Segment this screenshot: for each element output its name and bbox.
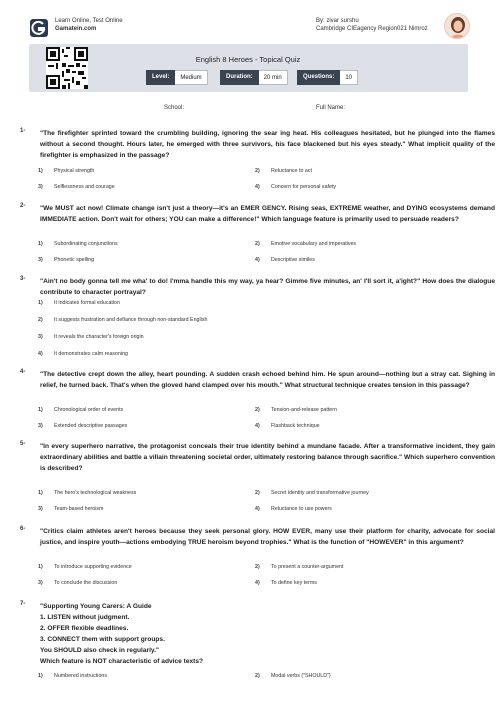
option-3-4[interactable]: 4) It demonstrates calm reasoning <box>38 351 128 357</box>
author-name: By: zivar surshu <box>316 18 359 24</box>
school-field: School: <box>164 105 185 111</box>
option-text: It demonstrates calm reasoning <box>54 351 128 357</box>
question-number: 7- <box>20 601 26 607</box>
option-text: Extended descriptive passages <box>54 423 128 429</box>
question-stem: "Critics claim athletes aren't heroes because they seek personal glory. HOW EVER, many use their platform for charity, advocate for social justice, and inspire youth—actions embodying TRUE heroism beyond trophies." What is the function of "HOWEVER" in this argument? <box>40 528 495 546</box>
author-block <box>316 17 428 33</box>
brand-block <box>55 17 123 33</box>
qr-code-icon <box>46 47 88 89</box>
option-text: To present a counter-argument <box>271 564 344 570</box>
option-text: Numbered instructions <box>54 673 107 679</box>
option-5-3[interactable]: 3) Team-based heroism <box>38 506 104 512</box>
option-text: Tension-and-release pattern <box>271 407 337 413</box>
option-text: Subordinating conjunctions <box>54 241 118 247</box>
question-stem: "Ain't no body gonna tell me wha' to do! I'mma handle this my way, ya hear? Gimme five minutes, an' I'll sort it, a'ight?" How does the dialogue contribute to character portrayal? <box>40 278 495 296</box>
option-text: Phonetic spelling <box>54 257 95 263</box>
option-6-2[interactable]: 2) To present a counter-argument <box>255 564 344 570</box>
option-text: Modal verbs ("SHOULD") <box>271 673 331 679</box>
option-4-4[interactable]: 4) Flashback technique <box>255 423 320 429</box>
option-6-4[interactable]: 4) To define key terms <box>255 580 317 586</box>
level-value: Medium <box>175 70 207 85</box>
option-text: Reluctance to act <box>271 168 312 174</box>
option-text: To conclude the discussion <box>54 580 118 586</box>
option-text: Chronological order of events <box>54 407 124 413</box>
option-5-4[interactable]: 4) Reluctance to use powers <box>255 506 332 512</box>
option-2-3[interactable]: 3) Phonetic spelling <box>38 257 95 263</box>
option-1-2[interactable]: 2) Reluctance to act <box>255 168 312 174</box>
question-number: 4- <box>20 369 26 375</box>
full-name-field: Full Name: <box>316 105 346 111</box>
question-number: 5- <box>20 441 26 447</box>
option-7-1[interactable]: 1) Numbered instructions <box>38 673 107 679</box>
option-2-1[interactable]: 1) Subordinating conjunctions <box>38 241 118 247</box>
question-number: 1- <box>20 128 26 134</box>
option-2-2[interactable]: 2) Emotive vocabulary and imperatives <box>255 241 357 247</box>
author-affiliation: Cambridge CIEagency Region021 Nimroz <box>316 26 428 32</box>
option-6-1[interactable]: 1) To introduce supporting evidence <box>38 564 132 570</box>
avatar-portrait-icon <box>445 14 470 39</box>
option-text: Secret identity and transformative journey <box>271 490 369 496</box>
brand-tagline: Learn Online, Test Online <box>55 18 123 24</box>
questions-label: Questions: <box>297 70 340 85</box>
option-6-3[interactable]: 3) To conclude the discussion <box>38 580 118 586</box>
avatar <box>444 13 470 39</box>
option-3-2[interactable]: 2) It suggests frustration and defiance through non-standard English <box>38 317 208 323</box>
option-5-2[interactable]: 2) Secret identity and transformative journey <box>255 490 369 496</box>
questions-value: 10 <box>340 70 358 85</box>
option-5-1[interactable]: 1) The hero's technological weakness <box>38 490 137 496</box>
option-1-4[interactable]: 4) Concern for personal safety <box>255 184 337 190</box>
option-3-1[interactable]: 1) It indicates formal education <box>38 300 120 306</box>
question-number: 3- <box>20 276 26 282</box>
option-text: It reveals the character's foreign origin <box>54 334 144 340</box>
question-number: 6- <box>20 526 26 532</box>
option-2-4[interactable]: 4) Descriptive similes <box>255 257 315 263</box>
option-7-2[interactable]: 2) Modal verbs ("SHOULD") <box>255 673 331 679</box>
option-text: Team-based heroism <box>54 506 104 512</box>
option-text: Selflessness and courage <box>54 184 115 190</box>
option-text: The hero's technological weakness <box>54 490 137 496</box>
duration-badge <box>220 70 288 85</box>
option-4-2[interactable]: 2) Tension-and-release pattern <box>255 407 337 413</box>
option-text: Emotive vocabulary and imperatives <box>271 241 357 247</box>
top-bar <box>0 0 496 40</box>
option-4-1[interactable]: 1) Chronological order of events <box>38 407 124 413</box>
quiz-title: English 8 Heroes - Topical Quiz <box>195 55 301 64</box>
duration-value: 20 min <box>259 70 288 85</box>
option-text: Flashback technique <box>271 423 320 429</box>
gamatein-logo-icon <box>30 19 48 37</box>
option-text: Concern for personal safety <box>271 184 337 190</box>
duration-label: Duration: <box>220 70 259 85</box>
option-text: Descriptive similes <box>271 257 315 263</box>
option-text: Reluctance to use powers <box>271 506 332 512</box>
option-text: To define key terms <box>271 580 317 586</box>
option-3-3[interactable]: 3) It reveals the character's foreign origin <box>38 334 144 340</box>
question-number: 2- <box>20 203 26 209</box>
option-text: It indicates formal education <box>54 300 120 306</box>
option-1-3[interactable]: 3) Selflessness and courage <box>38 184 115 190</box>
question-stem: "Supporting Young Carers: A Guide 1. LISTEN without judgment. 2. OFFER flexible deadlines. 3. CONNECT them with support groups. You SHOULD also check in regularly." Which feature is NOT characteristic of advice texts? <box>40 603 204 665</box>
question-stem: "The firefighter sprinted toward the crumbling building, ignoring the sear ing heat. His colleagues hesitated, but he plunged into the flames without a second thought. Hours later, he emerged with three survivors, his face blackened but his eyes steady." What implicit quality of the firefighter is emphasized in the passage? <box>40 130 495 159</box>
question-stem: "In every superhero narrative, the protagonist conceals their true identity behind a mundane facade. After a transformative incident, they gain extraordinary abilities and battle a villain threatening societal order, ultimately restoring balance through sacrifice." Which superhero convention is described? <box>40 443 495 472</box>
option-text: It suggests frustration and defiance through non-standard English <box>54 317 208 323</box>
option-4-3[interactable]: 3) Extended descriptive passages <box>38 423 128 429</box>
questions-badge <box>297 70 358 85</box>
level-badge <box>146 70 208 85</box>
question-stem: "The detective crept down the alley, heart pounding. A sudden crash echoed behind him. He spun around—nothing but a stray cat. Sighing in relief, he turned back. That's when the gloved hand clamped over his mouth." What structural technique creates tension in this passage? <box>40 371 495 389</box>
question-stem: "We MUST act now! Climate change isn't just a theory—it's an EMER GENCY. Rising seas, EXTREME weather, and DYING ecosystems demand IMMEDIATE action. Don't wait for others; YOU can make a difference!" Which language feature is primarily used to persuade readers? <box>40 205 495 223</box>
option-1-1[interactable]: 1) Physical strength <box>38 168 95 174</box>
option-text: To introduce supporting evidence <box>54 564 132 570</box>
option-text: Physical strength <box>54 168 95 174</box>
level-label: Level: <box>146 70 175 85</box>
brand-site[interactable]: Gamatein.com <box>55 26 97 32</box>
